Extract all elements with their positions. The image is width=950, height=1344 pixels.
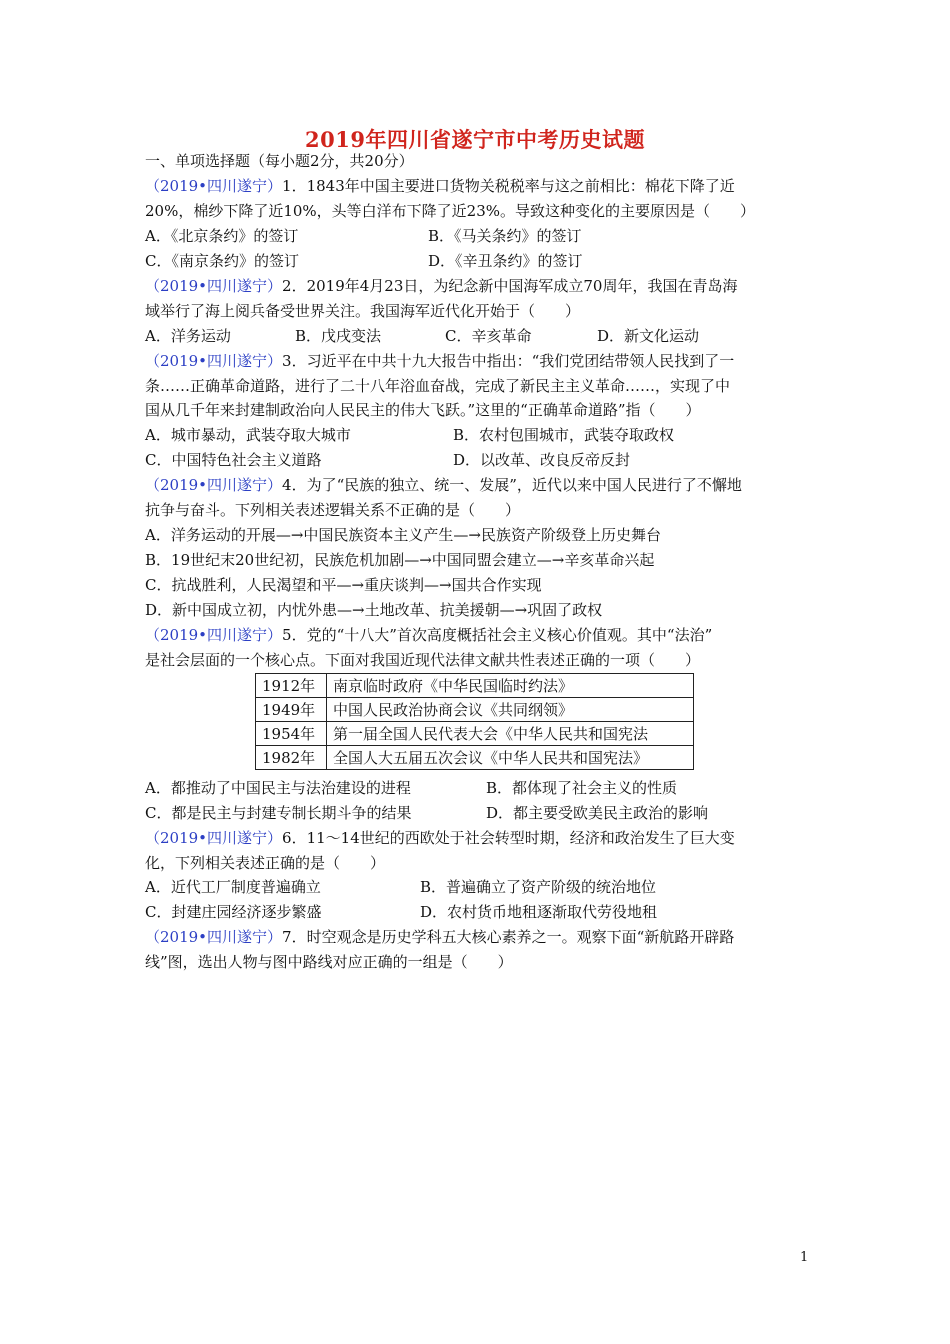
table-row xyxy=(256,698,694,722)
source-tag: （2019•四川遂宁） xyxy=(145,476,283,494)
q3-option-a: A．城市暴动，武装夺取大城市 xyxy=(145,426,351,444)
table-cell-document: 中国人民政治协商会议《共同纲领》 xyxy=(327,698,694,722)
table-cell-year: 1949年 xyxy=(256,698,327,722)
question-4: （2019•四川遂宁）4．为了“民族的独立、统一、发展”，近代以来中国人民进行了不懈地 xyxy=(145,476,742,494)
question-3-cont2: 国从几千年来封建制政治向人民民主的伟大飞跃。”这里的“正确革命道路”指（ ） xyxy=(145,401,701,419)
table-cell-document: 南京临时政府《中华民国临时约法》 xyxy=(327,674,694,698)
q5-option-d: D．都主要受欧美民主政治的影响 xyxy=(486,804,709,822)
source-tag: （2019•四川遂宁） xyxy=(145,626,283,644)
q2-option-a: A．洋务运动 xyxy=(145,327,231,345)
q4-option-d: D．新中国成立初，内忧外患—→土地改革、抗美援朝—→巩固了政权 xyxy=(145,601,603,619)
question-7: （2019•四川遂宁）7．时空观念是历史学科五大核心素养之一。观察下面“新航路开辟路 xyxy=(145,928,735,946)
q2-option-b: B．戊戌变法 xyxy=(295,327,382,345)
table-row xyxy=(256,722,694,746)
source-tag: （2019•四川遂宁） xyxy=(145,177,283,195)
source-tag: （2019•四川遂宁） xyxy=(145,277,283,295)
q2-option-c: C．辛亥革命 xyxy=(445,327,532,345)
question-1-cont: 20%，棉纱下降了近10%，头等白洋布下降了近23%。导致这种变化的主要原因是（ ） xyxy=(145,202,756,220)
table-cell-document: 全国人大五届五次会议《中华人民共和国宪法》 xyxy=(327,746,694,770)
source-tag: （2019•四川遂宁） xyxy=(145,928,283,946)
q6-option-b: B．普遍确立了资产阶级的统治地位 xyxy=(420,878,657,896)
q1-option-b: B．《马关条约》的签订 xyxy=(428,227,582,245)
question-7-cont: 线”图，选出人物与图中路线对应正确的一组是（ ） xyxy=(145,953,513,971)
q3-option-d: D．以改革、改良反帝反封 xyxy=(453,451,631,469)
q3-option-c: C．中国特色社会主义道路 xyxy=(145,451,322,469)
question-1: （2019•四川遂宁）1．1843年中国主要进口货物关税税率与这之前相比：棉花下降了近 xyxy=(145,177,735,195)
table-cell-year: 1912年 xyxy=(256,674,327,698)
q4-option-c: C．抗战胜利，人民渴望和平—→重庆谈判—→国共合作实现 xyxy=(145,576,542,594)
question-6: （2019•四川遂宁）6．11～14世纪的西欧处于社会转型时期，经济和政治发生了巨大变 xyxy=(145,829,735,847)
q5-option-c: C．都是民主与封建专制长期斗争的结果 xyxy=(145,804,412,822)
page-title: 2019年四川省遂宁市中考历史试题 xyxy=(305,127,645,152)
law-documents-table xyxy=(255,673,694,770)
table-cell-document: 第一届全国人民代表大会《中华人民共和国宪法 xyxy=(327,722,694,746)
question-4-cont: 抗争与奋斗。下列相关表述逻辑关系不正确的是（ ） xyxy=(145,501,521,519)
q4-option-b: B．19世纪末20世纪初，民族危机加剧—→中国同盟会建立—→辛亥革命兴起 xyxy=(145,551,655,569)
q1-option-a: A．《北京条约》的签订 xyxy=(145,227,299,245)
question-3: （2019•四川遂宁）3．习近平在中共十九大报告中指出：“我们党团结带领人民找到了一 xyxy=(145,352,735,370)
question-5-cont: 是社会层面的一个核心点。下面对我国近现代法律文献共性表述正确的一项（ ） xyxy=(145,651,701,669)
question-3-cont: 条……正确革命道路，进行了二十八年浴血奋战，完成了新民主主义革命……，实现了中 xyxy=(145,377,731,395)
q5-option-b: B．都体现了社会主义的性质 xyxy=(486,779,678,797)
q6-option-a: A．近代工厂制度普遍确立 xyxy=(145,878,321,896)
q1-option-d: D．《辛丑条约》的签订 xyxy=(428,252,583,270)
q3-option-b: B．农村包围城市，武装夺取政权 xyxy=(453,426,675,444)
question-5: （2019•四川遂宁）5．党的“十八大”首次高度概括社会主义核心价值观。其中“法治” xyxy=(145,626,713,644)
q1-option-c: C．《南京条约》的签订 xyxy=(145,252,299,270)
q4-option-a: A．洋务运动的开展—→中国民族资本主义产生—→民族资产阶级登上历史舞台 xyxy=(145,526,661,544)
table-row xyxy=(256,674,694,698)
question-2-cont: 域举行了海上阅兵备受世界关注。我国海军近代化开始于（ ） xyxy=(145,302,581,320)
q6-option-d: D．农村货币地租逐渐取代劳役地租 xyxy=(420,903,658,921)
source-tag: （2019•四川遂宁） xyxy=(145,829,283,847)
table-row xyxy=(256,746,694,770)
page-number: 1 xyxy=(800,1250,809,1265)
q5-option-a: A．都推动了中国民主与法治建设的进程 xyxy=(145,779,411,797)
source-tag: （2019•四川遂宁） xyxy=(145,352,283,370)
question-2: （2019•四川遂宁）2．2019年4月23日，为纪念新中国海军成立70周年，我国在青岛海 xyxy=(145,277,738,295)
question-6-cont: 化，下列相关表述正确的是（ ） xyxy=(145,854,386,872)
section-heading: 一、单项选择题（每小题2分，共20分） xyxy=(145,152,414,170)
q2-option-d: D．新文化运动 xyxy=(597,327,700,345)
table-cell-year: 1982年 xyxy=(256,746,327,770)
table-cell-year: 1954年 xyxy=(256,722,327,746)
q6-option-c: C．封建庄园经济逐步繁盛 xyxy=(145,903,322,921)
